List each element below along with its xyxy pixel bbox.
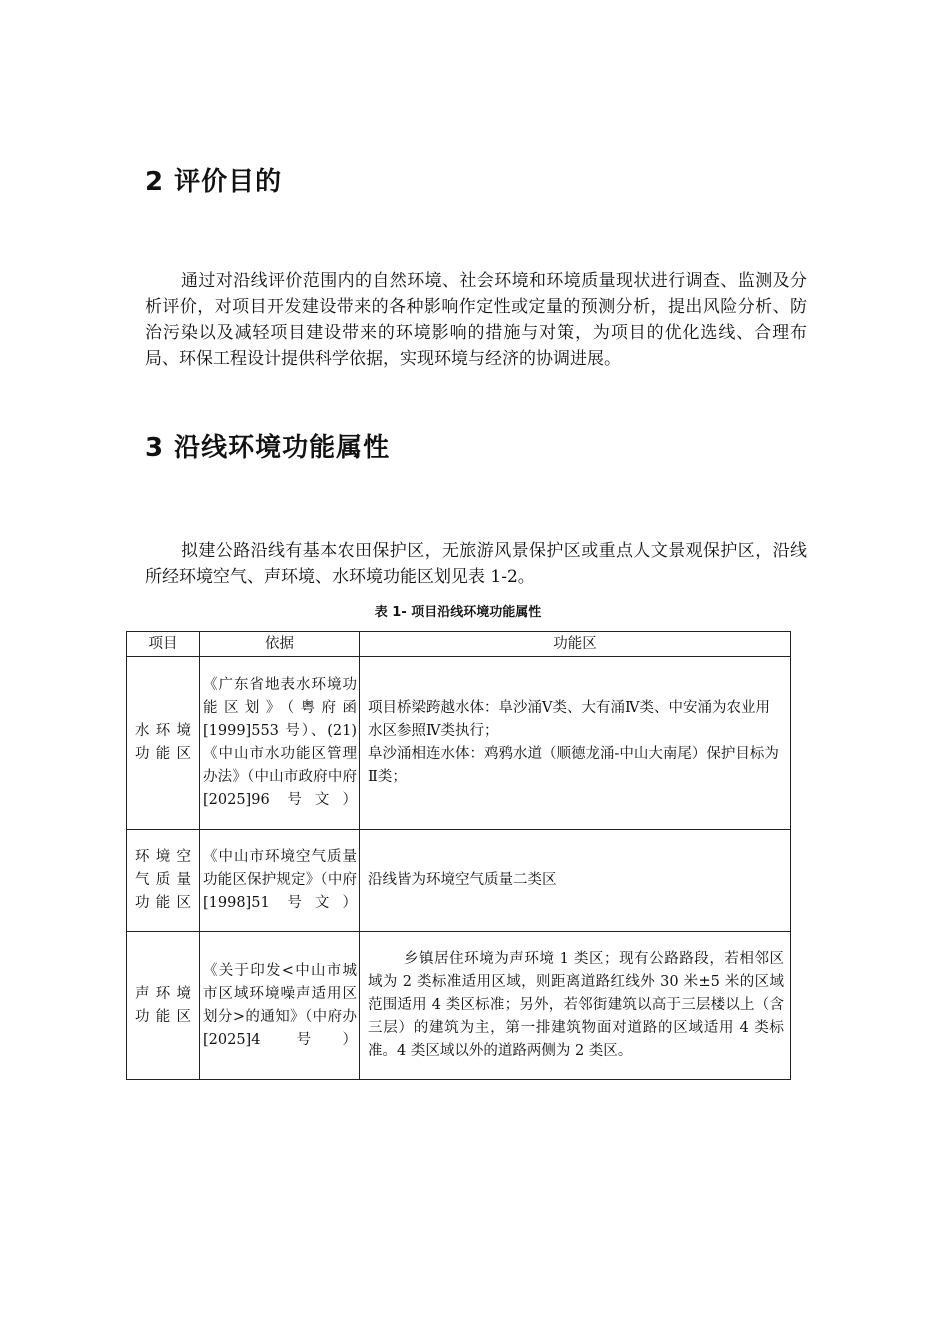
section-3-heading: 3 沿线环境功能属性 [145, 433, 391, 463]
function-line: 阜沙涌相连水体：鸡鸦水道（顺德龙涌-中山大南尾）保护目标为Ⅱ类； [368, 746, 779, 785]
table-row [127, 932, 791, 1080]
row-function-noise [360, 932, 791, 1080]
row-basis-air: 《中山市环境空气质量功能区保护规定》（中府[1998]51 号文） [200, 830, 360, 932]
table-header-row [127, 632, 791, 657]
column-header-basis: 依据 [200, 632, 360, 657]
section-3-paragraph: 拟建公路沿线有基本农田保护区，无旅游风景保护区或重点人文景观保护区，沿线所经环境空气、声环境、水环境功能区划见表 1-2。 [145, 541, 807, 587]
row-basis-water: 《广东省地表水环境功能区划》（粤府函[1999]553 号）、(21) 《中山市水功能区管理办法》（中山市政府中府[2025]96 号文） [200, 657, 360, 830]
column-header-item: 项目 [127, 632, 200, 657]
row-item-air: 环境空气质量功能区 [127, 830, 200, 932]
row-function-water [360, 657, 791, 830]
table-row [127, 657, 791, 830]
function-line: 项目桥梁跨越水体：阜沙涌Ⅴ类、大有涌Ⅳ类、中安涌为农业用水区参照Ⅳ类执行； [368, 700, 770, 739]
row-item-noise: 声环境功能区 [127, 932, 200, 1080]
table-row [127, 830, 791, 932]
section-2-paragraph: 通过对沿线评价范围内的自然环境、社会环境和环境质量现状进行调查、监测及分析评价，对项目开发建设带来的各种影响作定性或定量的预测分析，提出风险分析、防治污染以及减轻项目建设带来的环境影响的措施与对策，为项目的优化选线、合理布局、环保工程设计提供科学依据，实现环境与经济的协调进展。 [145, 271, 807, 369]
row-function-air [360, 830, 791, 932]
section-2-heading: 2 评价目的 [145, 167, 283, 197]
row-item-water: 水环境功能区 [127, 657, 200, 830]
function-line: 乡镇居住环境为声环境 1 类区；现有公路路段，若相邻区域为 2 类标准适用区域，则距离道路红线外 30 米±5 米的区域范围适用 4 类区标准；另外，若邻街建筑以高于三层楼以上（含三层）的建筑为主，第一排建筑物面对道路的区域适用 4 类标准。4 类区域以外的道路两侧为 2 类区。 [368, 951, 784, 1059]
table-caption: 表 1- 项目沿线环境功能属性 [374, 605, 542, 620]
function-line: 沿线皆为环境空气质量二类区 [368, 872, 557, 888]
environment-function-table [126, 631, 791, 1080]
column-header-function: 功能区 [360, 632, 791, 657]
row-basis-noise: 《关于印发<中山市城市区域环境噪声适用区划分>的通知》（中府办[2025]4 号） [200, 932, 360, 1080]
